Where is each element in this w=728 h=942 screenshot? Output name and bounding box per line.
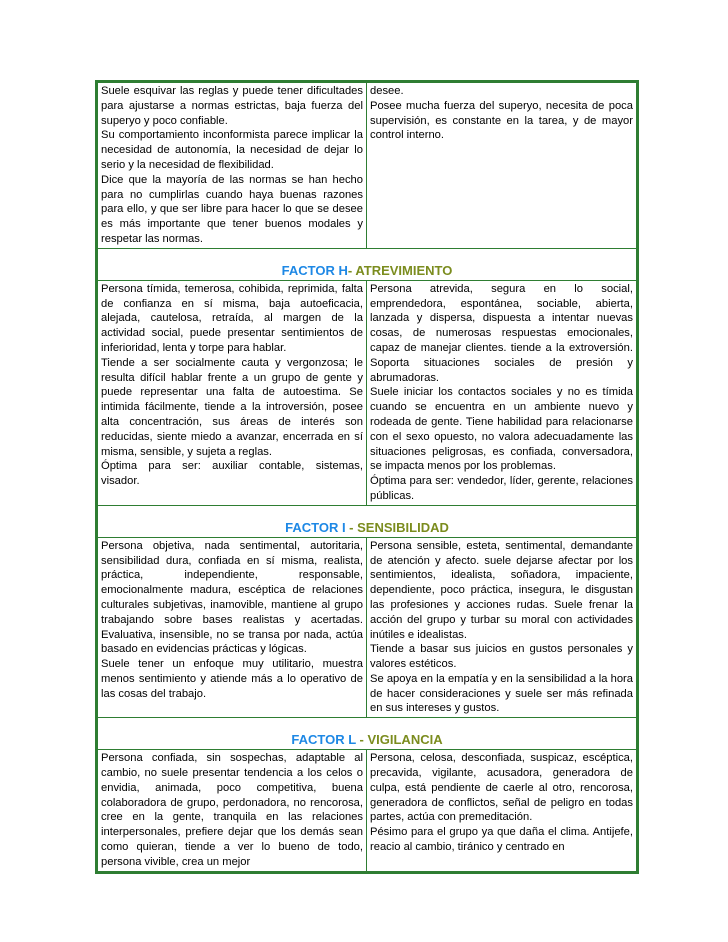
table-row <box>98 280 636 505</box>
table-row <box>98 537 636 718</box>
table-cell-left <box>98 83 367 248</box>
factor-name: FACTOR I <box>285 519 346 535</box>
factor-separator: - <box>355 732 368 748</box>
table-row <box>98 749 636 870</box>
paragraph: Persona atrevida, segura en lo social, emprendedora, espontánea, sociable, abierta, lanzada y dispersa, dispuesta a intentar nuevas cosas, de numerosas respuestas emocionales, capaz de manejar clientes. tiende a la extroversión. Soporta situaciones sociales de presión y abrumadoras. <box>370 282 633 384</box>
table-cell-left <box>98 538 367 718</box>
paragraph: Persona confiada, sin sospechas, adaptable al cambio, no suele presentar tendencia a los celos o envidia, animada, poco competitiva, buena colaboradora de grupo, perdonadora, no rencorosa, cree en la gente, tranquila en las relaciones interpersonales, prefiere dejar que los demás sean como quieran, tiende a ver lo bueno de todo, persona vivible, crea un mejor <box>101 752 363 868</box>
paragraph: desee. <box>370 85 404 97</box>
table-cell-left <box>98 281 367 505</box>
paragraph: Suele iniciar los contactos sociales y no es tímida cuando se encuentra en un ambiente nuevo y rodeada de gente. Tiene habilidad para relacionarse con el sexo opuesto, no valora adecuadamente las situaciones peligrosas, es confiada, conversadora, se impacta menos por los problemas. <box>370 386 633 473</box>
factor-separator: - <box>345 519 358 535</box>
paragraph: Su comportamiento inconformista parece implicar la necesidad de autonomía, la necesidad de dejar lo serio y la necesidad de flexibilidad. <box>101 129 363 171</box>
factor-table <box>95 80 639 874</box>
factor-l-heading <box>98 717 636 749</box>
table-cell-right <box>367 750 636 870</box>
paragraph: Pésimo para el grupo ya que daña el clima. Antijefe, reacio al cambio, tiránico y centrado en <box>370 826 633 854</box>
factor-subtitle: SENSIBILIDAD <box>357 519 449 535</box>
paragraph: Suele tener un enfoque muy utilitario, muestra menos sentimiento y atiende más a lo operativo de las cosas del trabajo. <box>101 658 363 700</box>
paragraph: Óptima para ser: vendedor, líder, gerente, relaciones públicas. <box>370 475 633 502</box>
paragraph: Posee mucha fuerza del superyo, necesita de poca supervisión, es constante en la tarea, y de mayor control interno. <box>370 99 633 142</box>
factor-name: FACTOR H <box>281 262 348 278</box>
factor-subtitle: ATREVIMIENTO <box>355 262 453 278</box>
table-cell-right <box>367 83 636 248</box>
table-cell-right <box>367 538 636 718</box>
paragraph: Dice que la mayoría de las normas se han hecho para no cumplirlas cuando haya buenas razones para ello, y que ser libre para hacer lo que se desee es más importante que tener buenos modales y respetar las normas. <box>101 173 363 245</box>
table-cell-left <box>98 750 367 870</box>
factor-name: FACTOR L <box>291 732 356 748</box>
paragraph: Se apoya en la empatía y en la sensibilidad a la hora de hacer consideraciones y suele ser más refinada en sus intereses y gustos. <box>370 672 633 715</box>
paragraph: Óptima para ser: auxiliar contable, sistemas, visador. <box>101 460 363 488</box>
paragraph: Suele esquivar las reglas y puede tener dificultades para ajustarse a normas estrictas, baja fuerza del superyo y poco confiable. <box>101 85 363 127</box>
table-cell-right <box>367 281 636 505</box>
paragraph: Persona sensible, esteta, sentimental, demandante de atención y afecto. suele dejarse afectar por los sentimientos, idealista, soñadora, impaciente, dependiente, poco práctica, insegura, le disgustan las profesiones y acciones rudas. Suele frenar la acción del grupo y turbar su moral con actividades inútiles e idealistas. <box>370 539 633 641</box>
factor-subtitle: VIGILANCIA <box>367 732 443 748</box>
table-row <box>98 83 636 248</box>
factor-i-heading <box>98 505 636 537</box>
paragraph: Tiende a basar sus juicios en gustos personales y valores estéticos. <box>370 643 633 671</box>
paragraph: Tiende a ser socialmente cauta y vergonzosa; le resulta difícil hablar frente a un grupo de gente y puede representar una falta de autoestima. Se intimida fácilmente, tiende a la introversión, posee alta concentración, sus áreas de interés son reducidas, siente miedo a avanzar, encerrada en sí misma, sensible, y sujeta a reglas. <box>101 356 363 458</box>
factor-h-heading <box>98 248 636 280</box>
paragraph: Persona tímida, temerosa, cohibida, reprimida, falta de confianza en sí misma, baja autoeficacia, alejada, cautelosa, retraída, al margen de la actividad social, puede presentar sentimientos de inferioridad, lenta y torpe para hablar. <box>101 282 363 354</box>
factor-separator: - <box>347 262 356 278</box>
paragraph: Persona objetiva, nada sentimental, autoritaria, sensibilidad dura, confiada en sí misma, realista, práctica, independiente, responsable, emocionalmente madura, escéptica de relaciones culturales subjetivas, inamovible, mantiene al grupo trabajando sobre bases realistas y acertadas. Evaluativa, insensible, no se transa por nada, actúa basado en evidencias prácticas y lógicas. <box>101 539 363 656</box>
paragraph: Persona, celosa, desconfiada, suspicaz, escéptica, precavida, vigilante, acusadora, generadora de culpa, está pendiente de caerle al otro, rencorosa, generadora de conflictos, señal de peligro en todas partes, actúa con premeditación. <box>370 752 633 824</box>
